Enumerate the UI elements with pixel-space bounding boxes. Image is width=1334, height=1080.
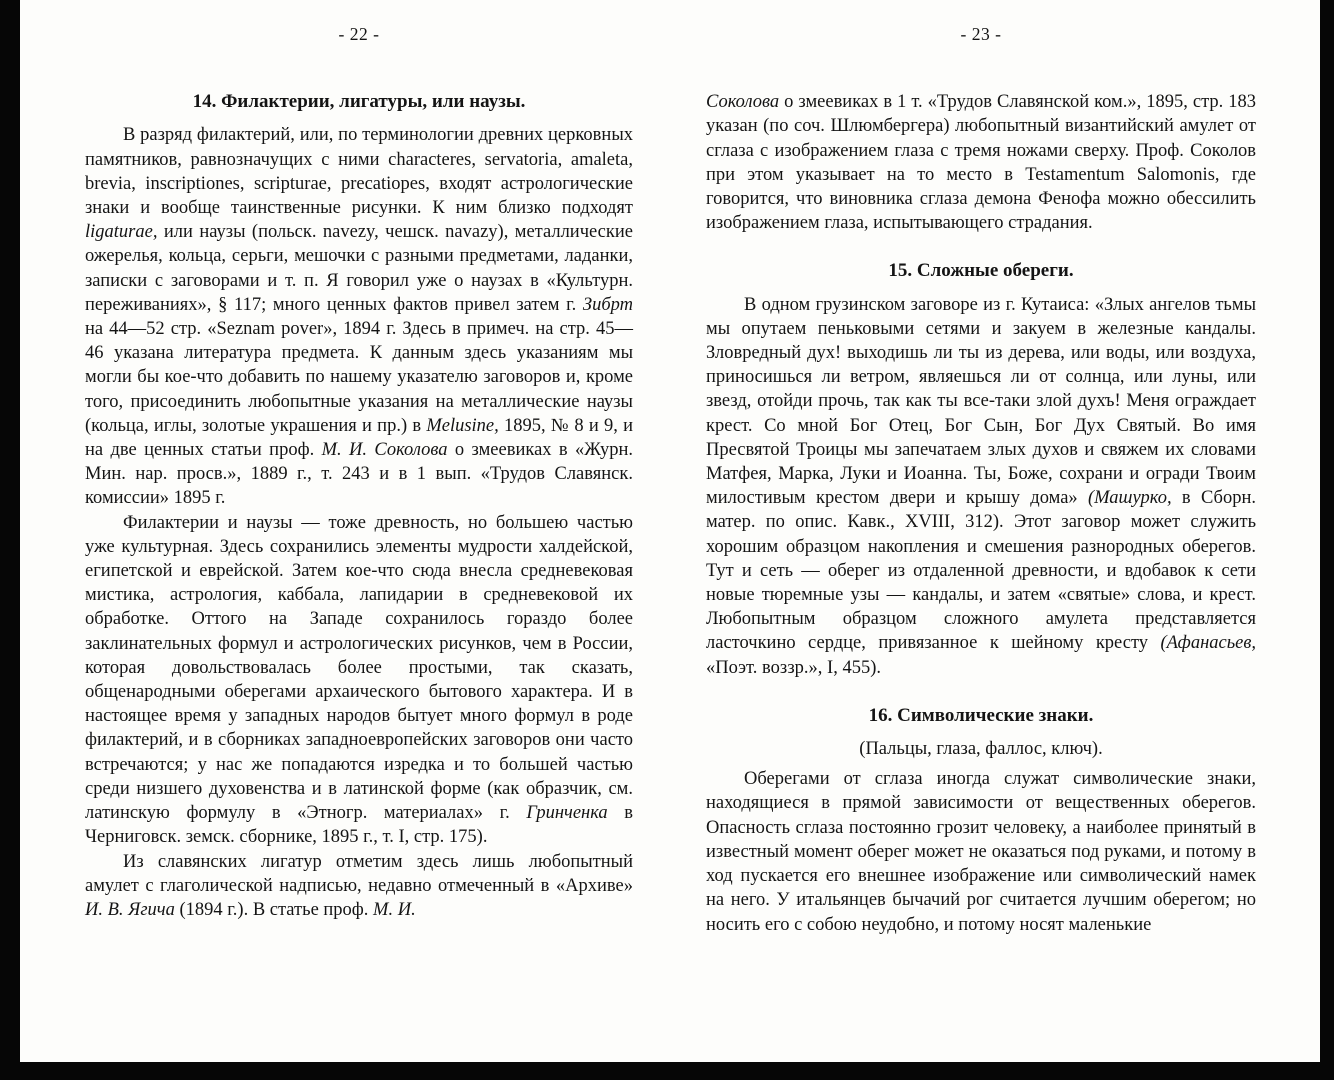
page-number-right: - 23 - — [960, 24, 1002, 44]
section-14-heading: 14. Филактерии, лигатуры, или наузы. — [192, 91, 526, 113]
paragraph: Из славянских лигатур отметим здесь лишь любопытный амулет с глаголической надписью, недавно отмеченный в «Архиве» И. В. Ягича (1894 г.). В статье проф. М. И. — [85, 851, 633, 920]
paragraph: В одном грузинском заговоре из г. Кутаиса: «Злых ангелов тьмы мы опутаем пеньковыми сетями и закуем в железные кандалы. Зловредный дух! выходишь ли ты из дерева, или воды, или воздуха, приносишься ли ветром, являешься ли от солнца, или луны, или звезд, отойди прочь, так как ты все-таки злой духъ! Меня ограждает крест. Со мной Бог Отец, Бог Сын, Бог Дух Святый. Во имя Пресвятой Троицы мы запечатаем злых духов и свяжем их словами Матфея, Марка, Луки и Иоанна. Ты, Боже, сохрани и огради Твоим милостивым крестом двери и крышу дома» (Машурко, в Сборн. матер. по опис. Кавк., XVIII, 312). Этот заговор может служить хорошим образцом накопления и смешения разнородных оберегов. Тут и сеть — оберег из отдаленной древности, и вдобавок к сети новые тюремные узы — кандалы, и затем «святые» слова, и крест. Любопытным образцом сложного амулета представляется ласточкино сердце, привязанное к шейному кресту (Афанасьев, «Поэт. воззр.», I, 455). — [706, 294, 1256, 678]
page-22 — [85, 22, 633, 922]
paragraph: Филактерии и наузы — тоже древность, но большею частью уже культурная. Здесь сохранились элементы мудрости халдейской, египетской и еврейской. Затем кое-что сюда внесла средневековая мистика, астрология, каббала, лапидарии в средневековой их обработке. Оттого на Западе сохранилось гораздо более заклинательных формул и астрологических рисунков, чем в России, которая довольствовалась более простыми, так сказать, общенародными оберегами архаического бытового характера. И в настоящее время у западных народов бытует много формул в роде филактерий, и в сборниках западноевропейских заговоров они часто встречаются; у нас же попадаются изредка и то большей частью среди низшего духовенства и в латинской форме (как образчик, см. латинскую формулу в «Этногр. материалах» г. Гринченка в Черниговск. земск. сборнике, 1895 г., т. I, стр. 175). — [85, 512, 633, 848]
scan-edge-bottom — [0, 1062, 1334, 1080]
paragraph-continuation: Соколова о змеевиках в 1 т. «Трудов Славянской ком.», 1895, стр. 183 указан (по соч. Шлюмбергера) любопытный византийский амулет от сглаза с изображением глаза с тремя ножами сверху. Проф. Соколов при этом указывает на то место в Testamentum Salomonis, где говорится, что виновника сглаза демона Фенофа можно обессилить изображением глаза, испытывающего страдания. — [706, 92, 1256, 234]
section-15-heading: 15. Сложные обереги. — [888, 260, 1074, 282]
scan-edge-left — [0, 0, 20, 1080]
section-16-heading: 16. Символические знаки. — [868, 704, 1094, 726]
paragraph: В разряд филактерий, или, по терминологии древних церковных памятников, равнозначущих с ними characteres, servatoria, amaleta, brevia, inscriptiones, scripturae, precatiopes, входят астрологические знаки и вообще таинственные рисунки. К ним близко подходят ligaturae, или наузы (польск. navezy, чешск. navazy), металлические ожерелья, кольца, серьги, мешочки с разными предметами, ладанки, записки с заговорами и т. п. Я говорил уже о наузах в «Культурн. переживаниях», § 117; много ценных фактов привел затем г. Зибрт на 44—52 стр. «Seznam pover», 1894 г. Здесь в примеч. на стр. 45—46 указана литература предмета. К данным здесь указаниям мы могли бы кое-что добавить по нашему указателю заговоров и, кроме того, присоединить любопытные указания на металлические наузы (кольца, иглы, золотые украшения и пр.) в Melusine, 1895, № 8 и 9, и на две ценных статьи проф. М. И. Соколова о змеевиках в «Журн. Мин. нар. просв.», 1889 г., т. 243 и в 1 вып. «Трудов Славянск. комиссии» 1895 г. — [85, 125, 633, 509]
page-23 — [706, 22, 1256, 937]
page-number-left: - 22 - — [338, 24, 380, 44]
scan-edge-right — [1320, 0, 1334, 1080]
paragraph: Оберегами от сглаза иногда служат символические знаки, находящиеся в прямой зависимости от вещественных оберегов. Опасность сглаза постоянно грозит человеку, а наиболее принятый в известный момент оберег может не оказаться под руками, и потому в ход пускается его внешнее изображение или символический намек на него. У итальянцев бычачий рог считается лучшим оберегом; но носить его с собою неудобно, и потому носят маленькие — [706, 769, 1256, 935]
section-16-subheading: (Пальцы, глаза, фаллос, ключ). — [859, 739, 1103, 760]
